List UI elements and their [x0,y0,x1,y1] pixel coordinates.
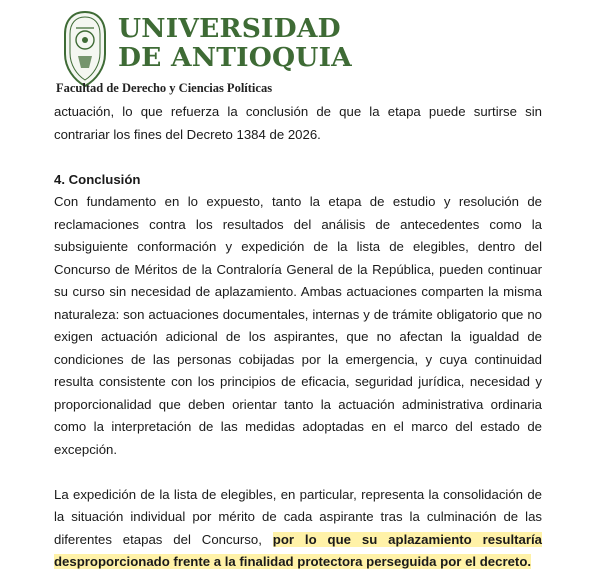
final-paragraph-plain: La expedición de la lista de elegibles, en particular, representa la consolidación de la situación individual por mérito de cada aspirante tras la culminación de las diferentes etapas del Concurso, [54,486,542,547]
conclusion-paragraph: Con fundamento en lo expuesto, tanto la etapa de estudio y resolución de reclamaciones contra los resultados del análisis de antecedentes como la subsiguiente conformación y expedición de la lista de elegibles, dentro del Concurso de Méritos de la Contraloría General de la República, pueden continuar su curso sin necesidad de aplazamiento. Ambas actuaciones comparten la misma naturaleza: son actuaciones documentales, internas y de trámite obligatorio que no exigen actuación adicional de los aspirantes, que no afectan la igualdad de condiciones de las personas cobijadas por la emergencia, y cuya continuidad resulta consistente con los principios de eficacia, seguridad jurídica, necesidad y proporcionalidad que deben orientar tanto la actuación administrativa ordinaria como la interpretación de las medidas adoptadas en el marco del estado de excepción. [54,194,542,457]
highlighted-text: por lo que su aplazamiento resultaría desproporcionado frente a la finalidad protectora perseguida por el decreto. [54,531,542,569]
document-body [54,101,542,574]
final-paragraph [54,484,542,574]
carryover-paragraph: actuación, lo que refuerza la conclusión de que la etapa puede surtirse sin contrariar los fines del Decreto 1384 de 2026. [54,104,542,142]
university-name-line2: DE ANTIOQUIA [118,42,352,73]
university-name [118,14,352,72]
faculty-name: Facultad de Derecho y Ciencias Políticas [56,81,273,95]
section-heading: 4. Conclusión [54,171,141,187]
university-name-line1: UNIVERSIDAD [118,13,341,44]
university-seal-icon [62,10,108,88]
document-header [50,10,350,100]
